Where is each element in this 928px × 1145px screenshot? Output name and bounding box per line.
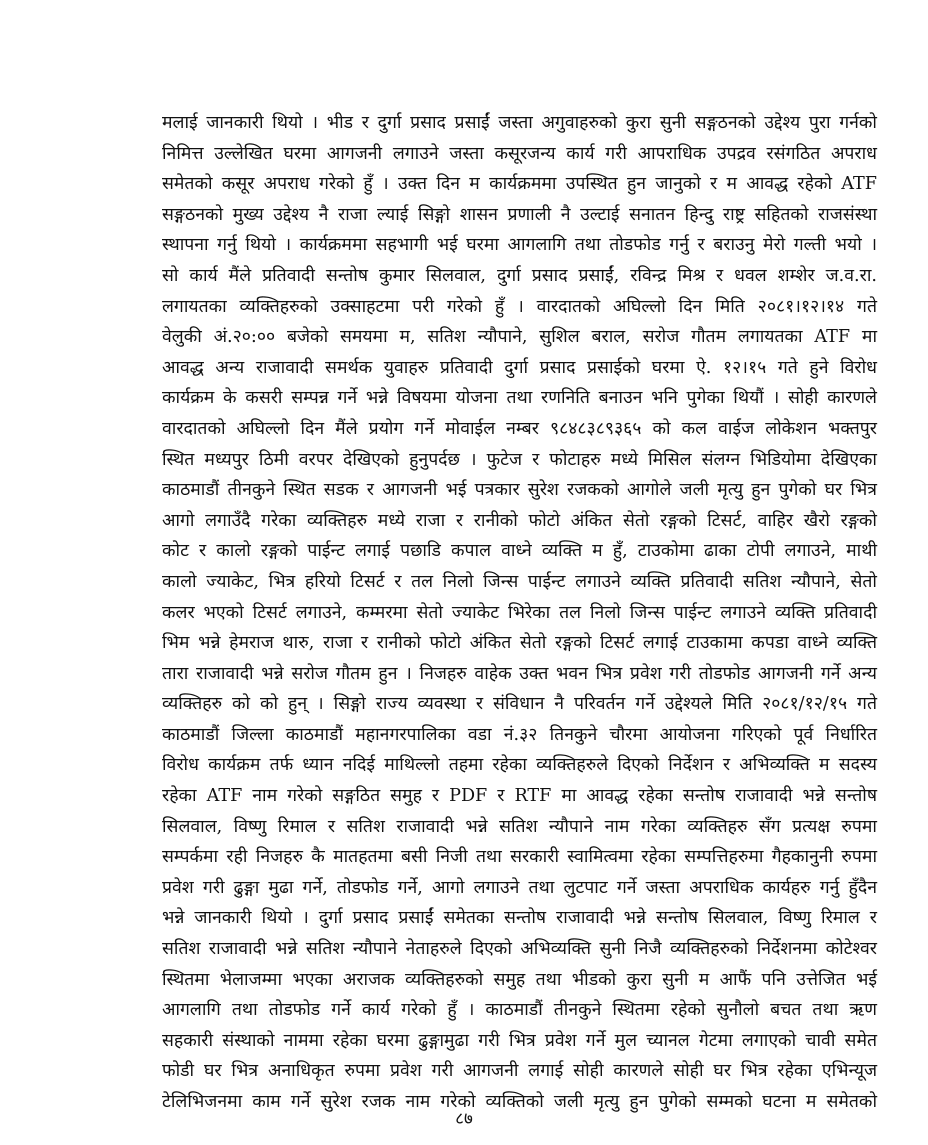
text-line: काठमाडौं जिल्ला काठमाडौं महानगरपालिका वडा नं.३२ तिनकुने चौरमा आयोजना गरिएको पूर्व निर्धारित: [162, 724, 877, 745]
text-line: रहेका ATF नाम गरेको सङ्गठित समुह र PDF र RTF मा आवद्ध रहेका सन्तोष राजावादी भन्ने सन्तोष: [162, 786, 877, 807]
text-line: आगलागि तथा तोडफोड गर्ने कार्य गरेको हुँ । काठमाडौं तीनकुने स्थितमा रहेको सुनौलो बचत तथा ऋण: [162, 1000, 877, 1021]
text-line: काठमाडौं तीनकुने स्थित सडक र आगजनी भई पत्रकार सुरेश रजकको आगोले जली मृत्यु हुन पुगेको घर भित्र: [162, 480, 877, 501]
text-line: स्थितमा भेलाजम्मा भएका अराजक व्यक्तिहरुको समुह तथा भीडको कुरा सुनी म आफैं पनि उत्तेजित भई: [162, 969, 877, 990]
text-line: सो कार्य मैंले प्रतिवादी सन्तोष कुमार सिलवाल, दुर्गा प्रसाद प्रसाईं, रविन्द्र मिश्र र धवल शम्शेर ज.व.रा.: [162, 265, 877, 286]
text-line: वारदातको अघिल्लो दिन मैंले प्रयोग गर्ने मोवाईल नम्बर ९८४८३८९३६५ को कल वाईज लोकेशन भक्तपुर: [162, 418, 877, 439]
text-line: सम्पर्कमा रही निजहरु कै मातहतमा बसी निजी तथा सरकारी स्वामित्वमा रहेका सम्पत्तिहरुमा गैहकानुनी रुपमा: [162, 847, 877, 868]
body-text: [162, 108, 877, 1118]
text-line: विरोध कार्यक्रम तर्फ ध्यान नदिई माथिल्लो तहमा रहेका व्यक्तिहरुले दिएको निर्देशन र अभिव्यक्ति म सदस्य: [162, 755, 877, 776]
text-line: टेलिभिजनमा काम गर्ने सुरेश रजक नाम गरेको व्यक्तिको जली मृत्यु हुन पुगेको सम्मको घटना म समेतको: [162, 1092, 877, 1112]
text-line: लगायतका व्यक्तिहरुको उक्साहटमा परी गरेको हुँ । वारदातको अघिल्लो दिन मिति २०८१।१२।१४ गते: [162, 296, 877, 317]
text-line: कलर भएको टिसर्ट लगाउने, कम्मरमा सेतो ज्याकेट भिरेका तल निलो जिन्स पाईन्ट लगाउने व्यक्ति प्रतिवादी: [162, 602, 877, 623]
page-number: ८७: [455, 1109, 473, 1129]
text-line: समेतको कसूर अपराध गरेको हुँ । उक्त दिन म कार्यक्रममा उपस्थित हुन जानुको र म आवद्ध रहेको ATF: [162, 174, 877, 195]
text-line: कार्यक्रम के कसरी सम्पन्न गर्ने भन्ने विषयमा योजना तथा रणनिति बनाउन भनि पुगेका थियौं । सोही कारणले: [162, 388, 877, 409]
text-line: कालो ज्याकेट, भित्र हरियो टिसर्ट र तल निलो जिन्स पाईन्ट लगाउने व्यक्ति प्रतिवादी सतिश न्यौपाने, सेतो: [162, 571, 877, 592]
text-line: स्थित मध्यपुर ठिमी वरपर देखिएको हुनुपर्दछ । फुटेज र फोटाहरु मध्ये मिसिल संलग्न भिडियोमा देखिएका: [162, 449, 877, 470]
text-line: भिम भन्ने हेमराज थारु, राजा र रानीको फोटो अंकित सेतो रङ्गको टिसर्ट लगाई टाउकामा कपडा वाध्ने व्यक्ति: [162, 633, 877, 654]
text-line: कोट र कालो रङ्गको पाईन्ट लगाई पछाडि कपाल वाध्ने व्यक्ति म हुँ, टाउकोमा ढाका टोपी लगाउने, माथी: [162, 541, 877, 562]
text-line: भन्ने जानकारी थियो । दुर्गा प्रसाद प्रसाईं समेतका सन्तोष राजावादी भन्ने सन्तोष सिलवाल, विष्णु रिमाल र: [162, 908, 877, 929]
text-line: आवद्ध अन्य राजावादी समर्थक युवाहरु प्रतिवादी दुर्गा प्रसाद प्रसाईको घरमा ऐ. १२।१५ गते हुने विरोध: [162, 357, 877, 378]
text-line: वेलुकी अं.२०:०० बजेको समयमा म, सतिश न्यौपाने, सुशिल बराल, सरोज गौतम लगायतका ATF मा: [162, 327, 877, 348]
text-line: सिलवाल, विष्णु रिमाल र सतिश राजावादी भन्ने सतिश न्यौपाने नाम गरेका व्यक्तिहरु सँग प्रत्यक्ष रुपमा: [162, 816, 877, 837]
text-line: व्यक्तिहरु को को हुन् । सिङ्गो राज्य व्यवस्था र संविधान नै परिवर्तन गर्ने उद्देश्यले मिति २०८१/१२/१५ गते: [162, 694, 877, 715]
text-line: सङ्गठनको मुख्य उद्देश्य नै राजा ल्याई सिङ्गो शासन प्रणाली नै उल्टाई सनातन हिन्दु राष्ट्र सहितको राजसंस्था: [162, 204, 877, 225]
text-line: तारा राजावादी भन्ने सरोज गौतम हुन । निजहरु वाहेक उक्त भवन भित्र प्रवेश गरी तोडफोड आगजनी गर्ने अन्य: [162, 663, 877, 684]
text-line: आगो लगाउँदै गरेका व्यक्तिहरु मध्ये राजा र रानीको फोटो अंकित सेतो रङ्गको टिसर्ट, वाहिर खैरो रङ्गको: [162, 510, 877, 531]
text-line: स्थापना गर्नु थियो । कार्यक्रममा सहभागी भई घरमा आगलागि तथा तोडफोड गर्नु र बराउनु मेरो गल्ती भयो ।: [162, 235, 877, 256]
text-line: फोडी घर भित्र अनाधिकृत रुपमा प्रवेश गरी आगजनी लगाई सोही कारणले सोही घर भित्र रहेका एभिन्यूज: [162, 1061, 877, 1082]
text-line: सतिश राजावादी भन्ने सतिश न्यौपाने नेताहरुले दिएको अभिव्यक्ति सुनी निजै व्यक्तिहरुको निर्देशनमा कोटेश्वर: [162, 939, 877, 960]
text-line: मलाई जानकारी थियो । भीड र दुर्गा प्रसाद प्रसाईं जस्ता अगुवाहरुको कुरा सुनी सङ्गठनको उद्देश्य पुरा गर्नको: [162, 113, 877, 133]
text-line: सहकारी संस्थाको नाममा रहेका घरमा ढुङ्गामुढा गरी भित्र प्रवेश गर्ने मुल च्यानल गेटमा लगाएको चावी समेत: [162, 1030, 877, 1051]
text-line: निमित्त उल्लेखित घरमा आगजनी लगाउने जस्ता कसूरजन्य कार्य गरी आपराधिक उपद्रव रसंगठित अपराध: [162, 143, 877, 164]
text-line: प्रवेश गरी ढुङ्गा मुढा गर्ने, तोडफोड गर्ने, आगो लगाउने तथा लुटपाट गर्ने जस्ता अपराधिक कार्यहरु गर्नु हुँदैन: [162, 877, 877, 898]
